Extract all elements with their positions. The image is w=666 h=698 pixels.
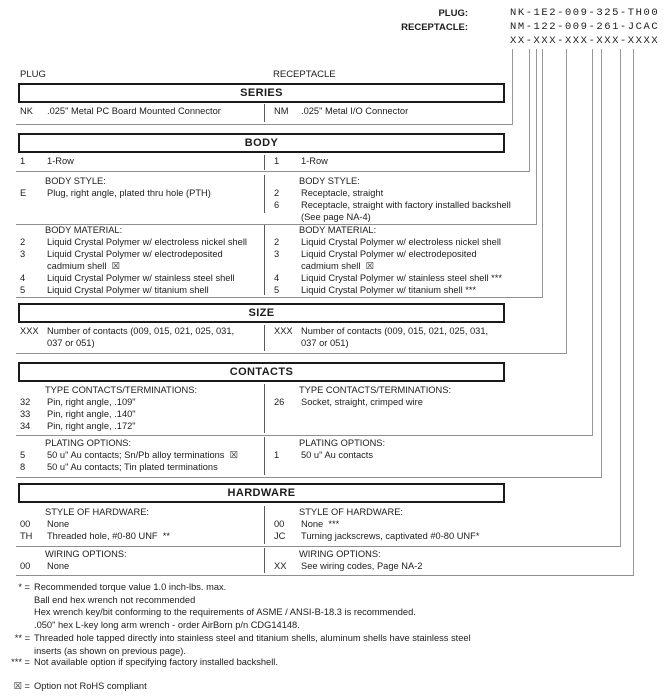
option-text: 037 or 051) <box>301 337 349 348</box>
option-code: TH <box>20 530 33 541</box>
subsection-label: PLATING OPTIONS: <box>299 438 386 448</box>
option-text: Pin, right angle, .109" <box>47 396 136 407</box>
subsection-label: STYLE OF HARDWARE: <box>45 507 149 517</box>
option-row <box>272 200 542 224</box>
option-code: 00 <box>274 518 285 529</box>
option-row <box>272 326 542 350</box>
option-code: 4 <box>20 272 26 283</box>
body-material-receptacle-column <box>272 225 542 296</box>
row-bottom-rule <box>16 171 530 172</box>
option-code: 1 <box>20 156 26 166</box>
footnote-double-asterisk <box>0 632 471 657</box>
section-header-contacts: CONTACTS <box>18 362 505 382</box>
plug-column-header: PLUG <box>20 69 46 80</box>
plating-receptacle-column <box>272 438 542 462</box>
option-code: 5 <box>20 449 26 460</box>
body-row-plug-column <box>18 156 265 168</box>
plating-bottom-rule <box>16 477 602 478</box>
option-row <box>18 273 265 285</box>
option-text: Liquid Crystal Polymer w/ electroless nickel shell <box>301 236 501 247</box>
footnote-line: .050" hex L-key long arm wrench - order AirBorn p/n CDG14148. <box>34 619 300 630</box>
wiring-plug-column <box>18 549 265 573</box>
subsection-label: TYPE CONTACTS/TERMINATIONS: <box>45 385 198 395</box>
part-number-mask-row <box>0 35 666 49</box>
section-header-series: SERIES <box>18 83 505 103</box>
rohs-note <box>0 680 147 693</box>
footnote-line: Recommended torque value 1.0 inch-lbs. max. <box>34 582 227 592</box>
wiring-bottom-rule <box>16 575 634 576</box>
subsection-label: BODY STYLE: <box>45 176 106 186</box>
option-row <box>272 531 542 543</box>
option-code: 1 <box>274 156 280 166</box>
rohs-note-text: Option not RoHS compliant <box>34 681 147 691</box>
series-receptacle-column <box>272 106 542 118</box>
option-row <box>18 156 265 168</box>
option-row <box>272 188 542 200</box>
option-text: Threaded hole, #0-80 UNF ** <box>47 530 170 541</box>
option-code: 00 <box>20 518 31 529</box>
contact-type-bottom-rule <box>16 435 593 436</box>
option-row <box>272 519 542 531</box>
plating-plug-column <box>18 438 265 474</box>
code-connector-line-hardware-style <box>620 49 621 547</box>
size-plug-column <box>18 326 265 350</box>
option-code: 5 <box>20 284 26 295</box>
option-text: cadmium shell ☒ <box>301 260 374 271</box>
option-text: Liquid Crystal Polymer w/ stainless steel shell <box>47 272 235 283</box>
subsection-label: WIRING OPTIONS: <box>45 549 127 559</box>
footnote-single-asterisk <box>0 581 416 631</box>
receptacle-column-header: RECEPTACLE <box>273 69 336 80</box>
code-connector-line-plating <box>601 49 602 478</box>
option-text: Number of contacts (009, 015, 021, 025, 031, <box>47 326 235 336</box>
option-row <box>18 462 265 474</box>
option-text: Receptacle, straight <box>301 187 384 198</box>
option-text: Pin, right angle, .172" <box>47 420 136 431</box>
option-code: XX <box>274 560 287 571</box>
option-row <box>272 106 542 118</box>
option-text: None <box>47 518 70 529</box>
option-row <box>18 409 265 421</box>
option-code: 5 <box>274 284 280 295</box>
option-text: .025" Metal PC Board Mounted Connector <box>47 106 221 116</box>
footnote-line: Threaded hole tapped directly into stainless steel and titanium shells, aluminum shells have stainless steel <box>34 633 471 643</box>
option-text: Liquid Crystal Polymer w/ stainless steel shell *** <box>301 272 502 283</box>
body-row-receptacle-column <box>272 156 542 168</box>
size-receptacle-column <box>272 326 542 350</box>
option-code: 6 <box>274 199 280 210</box>
section-header-body: BODY <box>18 133 505 153</box>
option-row <box>272 450 542 462</box>
code-connector-line-body-material <box>542 49 543 298</box>
option-code: 2 <box>20 236 26 247</box>
option-text: (See page NA-4) <box>301 211 371 222</box>
option-text: Liquid Crystal Polymer w/ titanium shell *** <box>301 284 477 295</box>
receptacle-part-number: NM-122-009-261-JCAC <box>510 21 660 33</box>
option-text: Receptacle, straight with factory installed backshell <box>301 199 511 210</box>
option-text: Socket, straight, crimped wire <box>301 396 423 407</box>
option-row <box>272 249 542 273</box>
hardware-style-bottom-rule <box>16 546 621 547</box>
option-text: 50 u" Au contacts; Tin plated terminations <box>47 461 218 472</box>
body-material-bottom-rule <box>16 297 543 298</box>
contact-type-receptacle-column <box>272 385 542 409</box>
option-code: 3 <box>274 248 280 259</box>
option-text: Plug, right angle, plated thru hole (PTH) <box>47 187 211 198</box>
option-text: 037 or 051) <box>47 337 95 348</box>
option-code: XXX <box>274 326 293 336</box>
footnote-triple-asterisk <box>0 656 278 669</box>
section-header-hardware: HARDWARE <box>18 483 505 503</box>
wiring-receptacle-column <box>272 549 542 573</box>
option-row <box>18 531 265 543</box>
footnote-line: Hex wrench key/bit conforming to the requirements of ASME / ANSI-B-18.3 is recommended. <box>34 607 416 617</box>
receptacle-part-number-row <box>0 21 666 35</box>
subsection-label: BODY MATERIAL: <box>299 225 377 235</box>
option-row <box>18 561 265 573</box>
option-text: See wiring codes, Page NA-2 <box>301 560 423 571</box>
plug-code-label: PLUG: <box>438 8 468 19</box>
code-connector-line-wiring <box>633 49 634 576</box>
subsection-label: PLATING OPTIONS: <box>45 438 132 448</box>
option-text: .025" Metal I/O Connector <box>301 106 409 116</box>
subsection-label: TYPE CONTACTS/TERMINATIONS: <box>299 385 452 395</box>
option-code: 3 <box>20 248 26 259</box>
option-code: 2 <box>274 187 280 198</box>
option-text: Liquid Crystal Polymer w/ titanium shell <box>47 284 209 295</box>
option-row <box>18 421 265 433</box>
option-row <box>18 397 265 409</box>
option-row <box>18 237 265 249</box>
option-row <box>18 519 265 531</box>
footnote-marker: ** = <box>14 633 30 643</box>
option-row <box>18 326 265 350</box>
option-row <box>272 397 542 409</box>
footnote-line: inserts (as shown on previous page). <box>34 645 186 656</box>
option-row <box>272 561 542 573</box>
option-code: 34 <box>20 420 31 431</box>
option-text: None *** <box>301 518 340 529</box>
option-text: 50 u" Au contacts; Sn/Pb alloy terminations ☒ <box>47 449 238 460</box>
option-text: Liquid Crystal Polymer w/ electroless nickel shell <box>47 236 247 247</box>
part-number-mask: XX-XXX-XXX-XXX-XXXX <box>510 35 660 47</box>
subsection-label: WIRING OPTIONS: <box>299 549 381 559</box>
option-row <box>18 285 265 297</box>
body-style-receptacle-column <box>272 176 542 224</box>
footnote-marker: *** = <box>11 657 30 667</box>
size-bottom-rule <box>16 353 567 354</box>
hardware-style-receptacle-column <box>272 507 542 543</box>
option-row <box>18 249 265 273</box>
series-plug-column <box>18 106 265 118</box>
subsection-label: STYLE OF HARDWARE: <box>299 507 403 517</box>
footnote-line: Ball end hex wrench not recommended <box>34 594 196 605</box>
option-code: 26 <box>274 396 285 407</box>
option-text: None <box>47 560 70 571</box>
body-material-plug-column <box>18 225 265 296</box>
receptacle-code-label: RECEPTACLE: <box>401 22 468 33</box>
body-style-plug-column <box>18 176 265 200</box>
option-text: Liquid Crystal Polymer w/ electrodeposited <box>301 248 477 259</box>
option-text: Turning jackscrews, captivated #0-80 UNF* <box>301 530 480 541</box>
option-row <box>18 188 265 200</box>
option-code: 8 <box>20 461 26 472</box>
option-row <box>18 106 265 118</box>
plug-part-number-row <box>0 7 666 21</box>
option-code: NM <box>274 106 289 116</box>
plug-part-number: NK-1E2-009-325-TH00 <box>510 7 660 19</box>
option-text: 1-Row <box>301 156 328 166</box>
option-row <box>272 237 542 249</box>
option-text: 50 u" Au contacts <box>301 449 374 460</box>
hardware-style-plug-column <box>18 507 265 543</box>
series-bottom-rule <box>16 124 513 125</box>
subsection-label: BODY MATERIAL: <box>45 225 123 235</box>
option-code: 4 <box>274 272 280 283</box>
checked-box-icon: ☒ = <box>13 681 30 691</box>
option-row <box>272 156 542 168</box>
option-text: Pin, right angle, .140" <box>47 408 136 419</box>
section-header-size: SIZE <box>18 303 505 323</box>
option-code: E <box>20 187 27 198</box>
option-row <box>272 273 542 285</box>
code-connector-line-contact-type <box>592 49 593 436</box>
contact-type-plug-column <box>18 385 265 433</box>
option-text: Liquid Crystal Polymer w/ electrodeposited <box>47 248 223 259</box>
option-code: 32 <box>20 396 31 407</box>
option-code: 33 <box>20 408 31 419</box>
option-code: 00 <box>20 560 31 571</box>
option-code: NK <box>20 106 33 116</box>
option-row <box>18 450 265 462</box>
option-code: 1 <box>274 449 280 460</box>
option-code: 2 <box>274 236 280 247</box>
subsection-label: BODY STYLE: <box>299 176 360 186</box>
code-connector-line-size <box>566 49 567 354</box>
option-text: Number of contacts (009, 015, 021, 025, 031, <box>301 326 489 336</box>
option-code: JC <box>274 530 286 541</box>
option-text: 1-Row <box>47 156 74 166</box>
option-row <box>272 285 542 297</box>
option-code: XXX <box>20 326 39 336</box>
option-text: cadmium shell ☒ <box>47 260 120 271</box>
footnote-marker: * = <box>18 582 30 592</box>
footnote-line: Not available option if specifying factory installed backshell. <box>34 657 278 667</box>
